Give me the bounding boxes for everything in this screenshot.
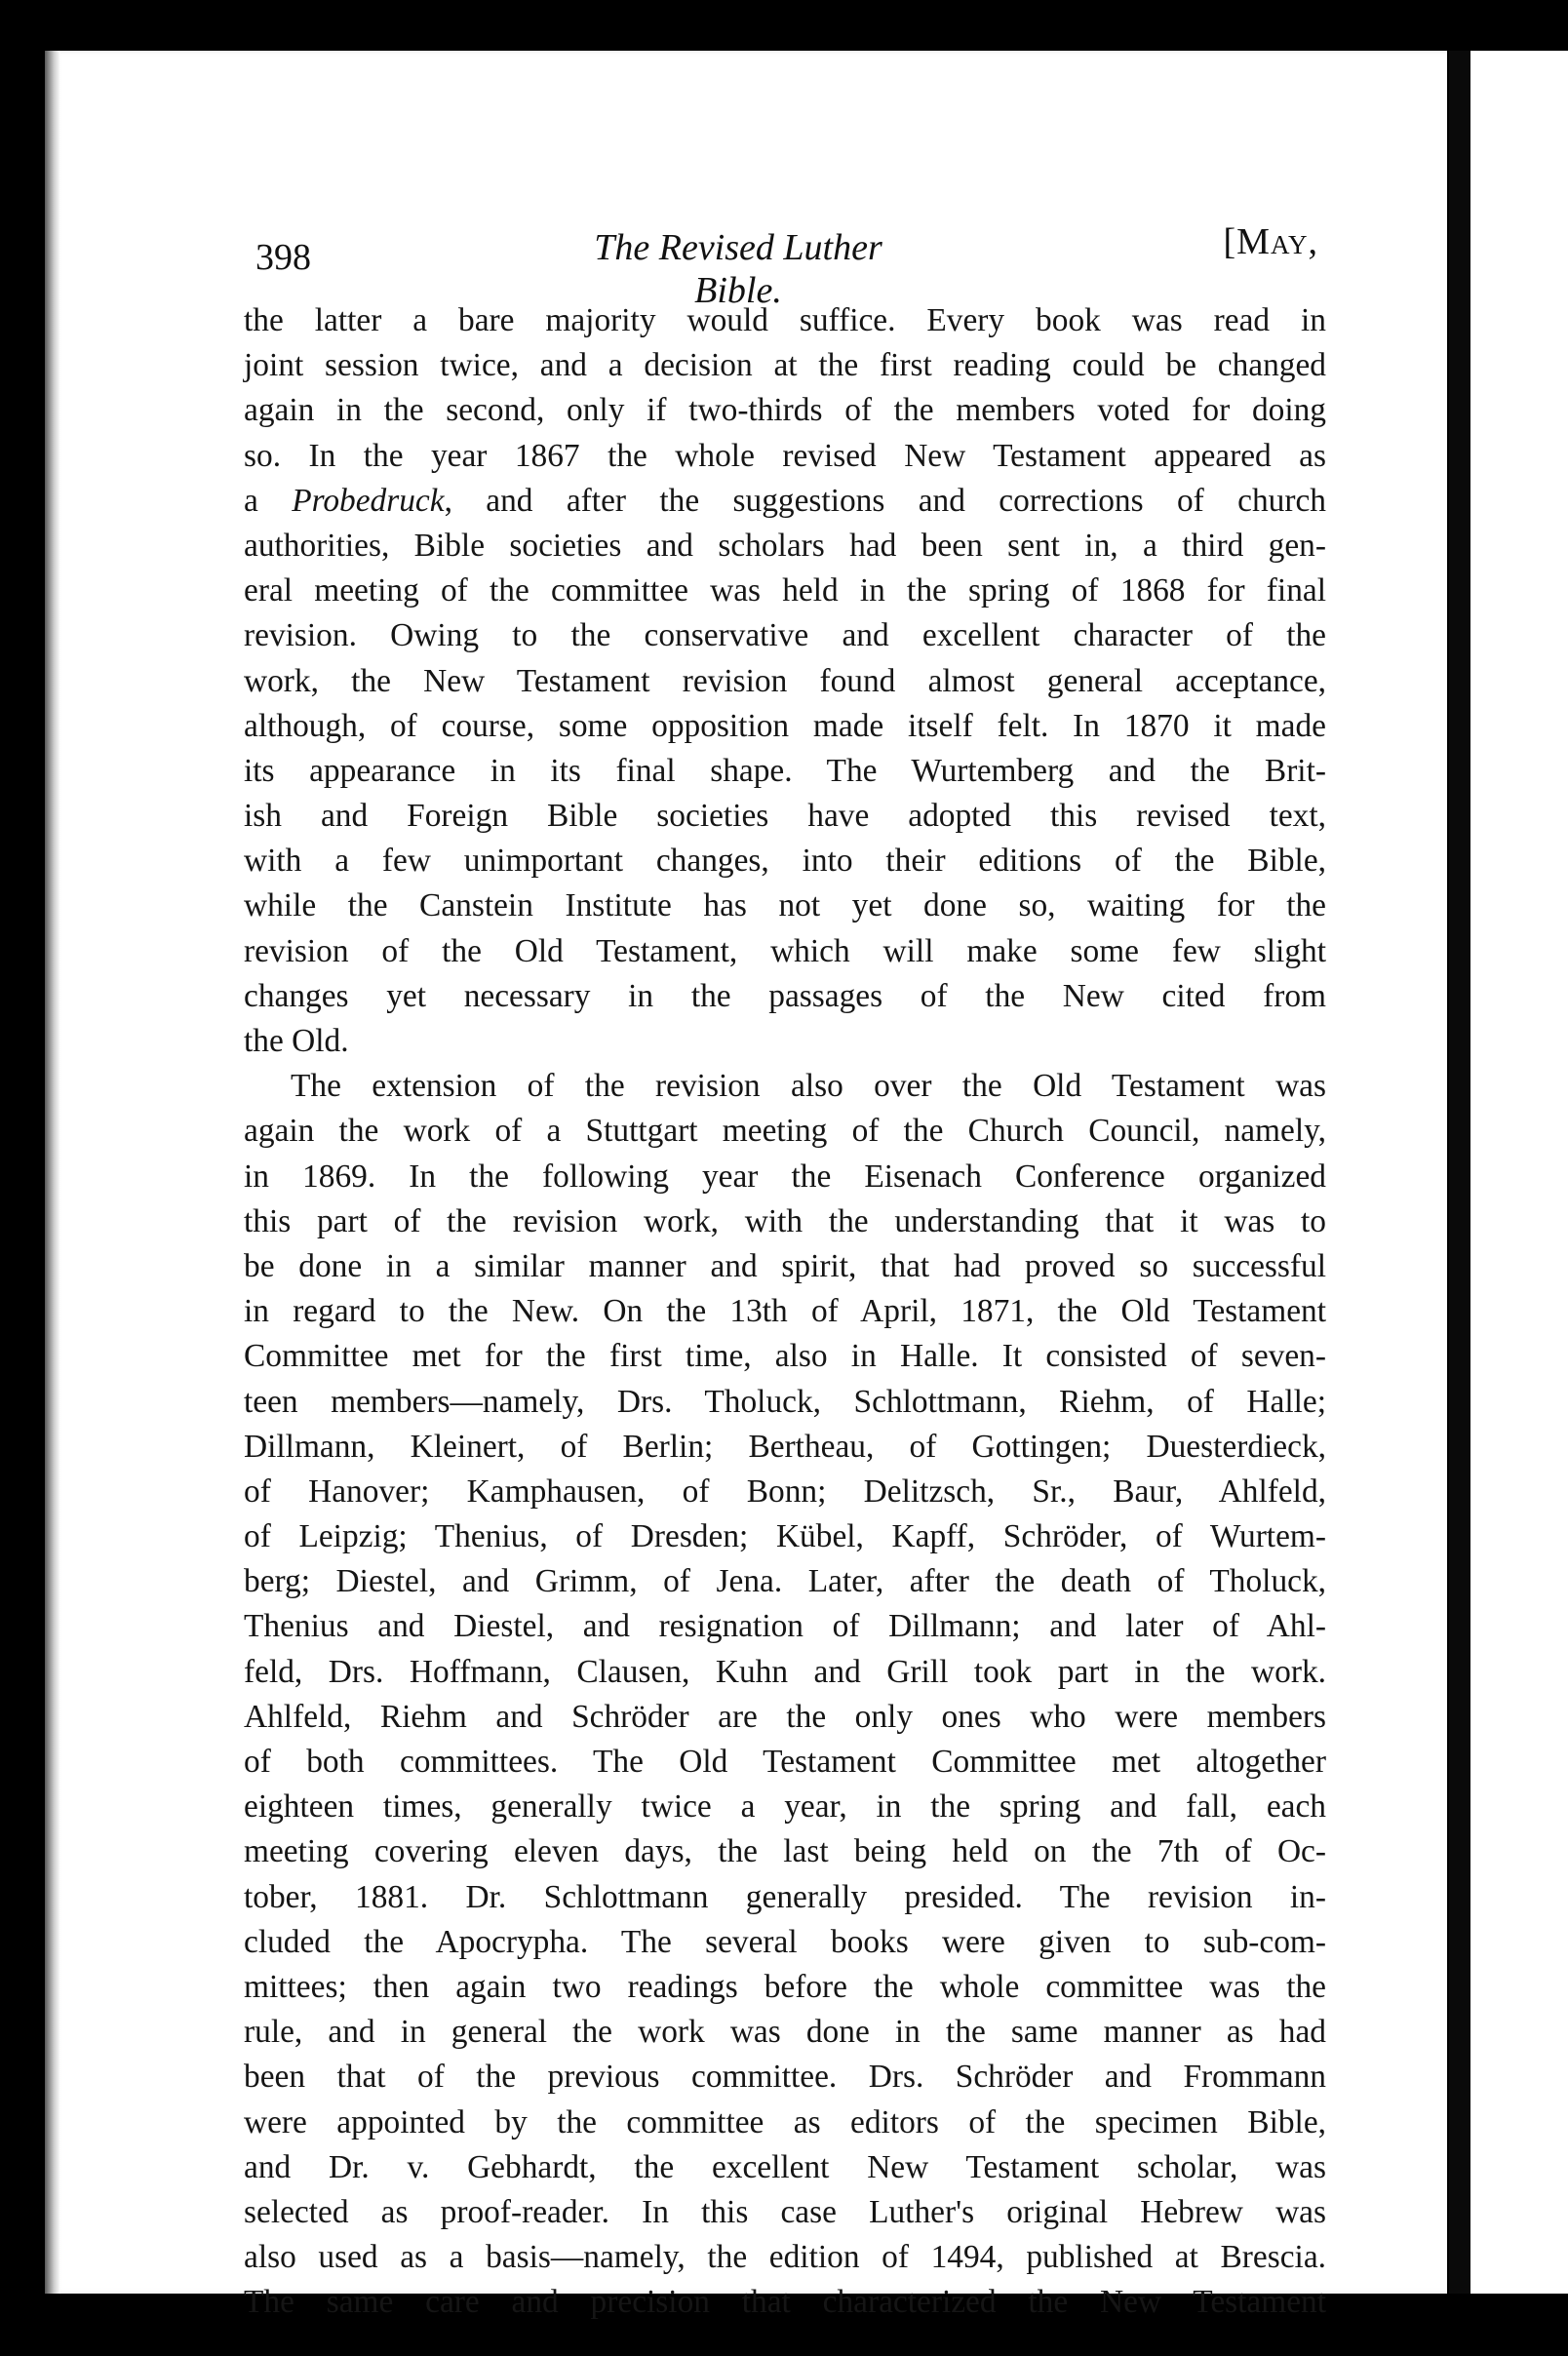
text-line: Ahlfeld, Riehm and Schröder are the only ones who were members bbox=[244, 1698, 1326, 1735]
text-line: also used as a basis—namely, the edition of 1494, published at Brescia. bbox=[244, 2239, 1326, 2276]
text-line: Dillmann, Kleinert, of Berlin; Bertheau, of Gottingen; Duesterdieck, bbox=[244, 1428, 1326, 1465]
running-date: [May, bbox=[1223, 221, 1318, 262]
text-line: joint session twice, and a decision at the first reading could be changed bbox=[244, 347, 1326, 384]
text-line: the latter a bare majority would suffice. Every book was read in bbox=[244, 302, 1326, 338]
page-binding-edge bbox=[45, 51, 60, 2294]
text-line: mittees; then again two readings before the whole committee was the bbox=[244, 1968, 1326, 2005]
text-line: its appearance in its final shape. The Wurtemberg and the Brit- bbox=[244, 752, 1326, 789]
text-line: of Leipzig; Thenius, of Dresden; Kübel, Kapff, Schröder, of Wurtem- bbox=[244, 1518, 1326, 1555]
running-title: The Revised Luther Bible. bbox=[594, 227, 882, 311]
text-line: teen members—namely, Drs. Tholuck, Schlottmann, Riehm, of Halle; bbox=[244, 1383, 1326, 1420]
text-line: feld, Drs. Hoffmann, Clausen, Kuhn and Grill took part in the work. bbox=[244, 1653, 1326, 1690]
text-line: changes yet necessary in the passages of the New cited from bbox=[244, 977, 1326, 1014]
text-line: cluded the Apocrypha. The several books were given to sub-com- bbox=[244, 1923, 1326, 1960]
text-line: The same care and precision that characterized the New Testament bbox=[244, 2284, 1326, 2321]
paragraph-2 bbox=[244, 1064, 1326, 2325]
text-line: were appointed by the committee as editors of the specimen Bible, bbox=[244, 2103, 1326, 2140]
text-line: meeting covering eleven days, the last being held on the 7th of Oc- bbox=[244, 1833, 1326, 1870]
text-line: revision of the Old Testament, which will make some few slight bbox=[244, 932, 1326, 969]
text-line: authorities, Bible societies and scholars had been sent in, a third gen- bbox=[244, 527, 1326, 564]
text-line: so. In the year 1867 the whole revised New Testament appeared as bbox=[244, 437, 1326, 474]
text-line: and Dr. v. Gebhardt, the excellent New Testament scholar, was bbox=[244, 2148, 1326, 2185]
text-line: in 1869. In the following year the Eisenach Conference organized bbox=[244, 1158, 1326, 1195]
text-line: although, of course, some opposition made itself felt. In 1870 it made bbox=[244, 707, 1326, 744]
text-line: Committee met for the first time, also in Halle. It consisted of seven- bbox=[244, 1338, 1326, 1375]
text-line: with a few unimportant changes, into their editions of the Bible, bbox=[244, 843, 1326, 880]
text-line: eighteen times, generally twice a year, in the spring and fall, each bbox=[244, 1788, 1326, 1826]
text-line: revision. Owing to the conservative and excellent character of the bbox=[244, 617, 1326, 654]
text-line: eral meeting of the committee was held in the spring of 1868 for final bbox=[244, 572, 1326, 609]
text-line: tober, 1881. Dr. Schlottmann generally presided. The revision in- bbox=[244, 1878, 1326, 1915]
text-line: a Probedruck, and after the suggestions and corrections of church bbox=[244, 482, 1326, 519]
text-line: be done in a similar manner and spirit, that had proved so successful bbox=[244, 1247, 1326, 1284]
text-line: in regard to the New. On the 13th of April, 1871, the Old Testament bbox=[244, 1293, 1326, 1330]
text-line: work, the New Testament revision found almost general acceptance, bbox=[244, 662, 1326, 699]
text-line: rule, and in general the work was done in the same manner as had bbox=[244, 2014, 1326, 2051]
text-line: again the work of a Stuttgart meeting of the Church Council, namely, bbox=[244, 1113, 1326, 1150]
italic-term: Probedruck bbox=[292, 482, 445, 519]
text-line: berg; Diestel, and Grimm, of Jena. Later, after the death of Tholuck, bbox=[244, 1563, 1326, 1600]
page-header bbox=[255, 220, 1318, 311]
text-line: this part of the revision work, with the understanding that it was to bbox=[244, 1202, 1326, 1239]
text-line: while the Canstein Institute has not yet done so, waiting for the bbox=[244, 887, 1326, 924]
text-line: selected as proof-reader. In this case Luther's original Hebrew was bbox=[244, 2193, 1326, 2230]
page-number: 398 bbox=[255, 237, 311, 278]
facing-page-edge bbox=[1470, 51, 1568, 2294]
text-line: again in the second, only if two-thirds of the members voted for doing bbox=[244, 392, 1326, 429]
text-line: of Hanover; Kamphausen, of Bonn; Delitzsch, Sr., Baur, Ahlfeld, bbox=[244, 1472, 1326, 1510]
book-gutter bbox=[1449, 51, 1470, 2294]
text-line: of both committees. The Old Testament Committee met altogether bbox=[244, 1744, 1326, 1780]
text-line: ish and Foreign Bible societies have adopted this revised text, bbox=[244, 798, 1326, 835]
text-line: Thenius and Diestel, and resignation of Dillmann; and later of Ahl- bbox=[244, 1608, 1326, 1645]
text-line: been that of the previous committee. Drs. Schröder and Frommann bbox=[244, 2059, 1326, 2096]
text-line: The extension of the revision also over the Old Testament was bbox=[291, 1068, 1326, 1105]
paragraph-1 bbox=[244, 298, 1326, 1064]
text-line: the Old. bbox=[244, 1023, 349, 1059]
body-text bbox=[244, 298, 1326, 2325]
